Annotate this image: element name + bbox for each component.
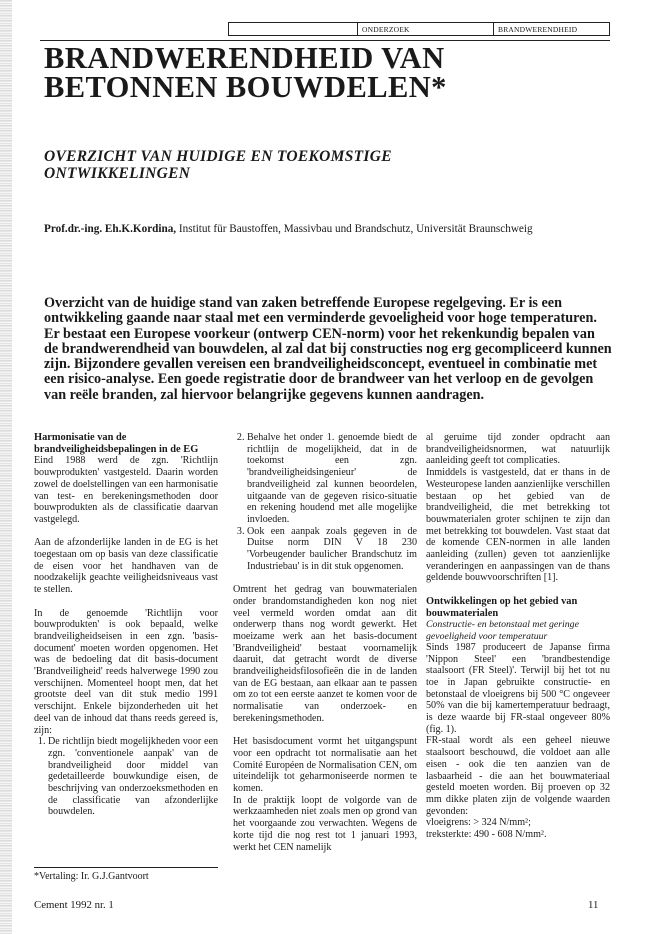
subsection-heading: Constructie- en betonstaal met geringe gevoeligheid voor temperatuur — [426, 619, 579, 642]
tensile-strength-value: treksterkte: 490 - 608 N/mm². — [426, 829, 547, 841]
title-line-1: BRANDWERENDHEID VAN — [44, 41, 445, 75]
column-3 — [426, 432, 610, 841]
yield-strength-value: vloeigrens: > 324 N/mm²; — [426, 817, 531, 829]
article-title — [44, 41, 614, 104]
translation-footnote: *Vertaling: Ir. G.J.Gantvoort — [34, 871, 149, 882]
paragraph: In de praktijk loopt de volgorde van de werkzaamheden niet zoals men op grond van het voorgaande zou verwachten. Wegens de korte tijd die nog rest tot 1 januari 1993, werkt het CEN namelijk — [233, 794, 417, 853]
journal-issue: Cement 1992 nr. 1 — [34, 899, 114, 911]
column-1 — [34, 432, 218, 818]
article-subtitle — [44, 148, 604, 182]
title-line-2: BETONNEN BOUWDELEN* — [44, 70, 447, 104]
scan-edge — [0, 0, 12, 934]
running-header — [228, 22, 610, 36]
list-item: 2. Behalve het onder 1. genoemde biedt de richtlijn de mogelijkheid, dat in de toekomst een zgn. 'brandveiligheidsingenieur' de brandveiligheid zal kunnen beoordelen, uitgaande van de gegeven risico-situatie en rekening houdend met alle mogelijke invloeden. — [247, 432, 417, 526]
paragraph: FR-staal wordt als een geheel nieuwe staalsoort beschouwd, die voldoet aan alle eisen - ook die ten aanzien van de lasbaarheid - die aan het bouwmateriaal gesteld moeten worden. Bij proeven op 32 mm dikke platen zijn de volgende waarden gevonden: — [426, 735, 610, 817]
paragraph: Sinds 1987 produceert de Japanse firma 'Nippon Steel' een 'brandbestendige staalsoort (FR Steel)'. Terwijl bij het tot nu toe in Japan gebruikte constructie- en betonstaal de vloeigrens bij 500 °C ongeveer 50% van die bij kamertemperatuur bedraagt, is deze waarde bij FR-staal ongeveer 80% (fig. 1). — [426, 641, 610, 735]
list-item: 3. Ook een aanpak zoals gegeven in de Duitse norm DIN V 18 230 'Vorbeugender baulicher Brandschutz im Industriebau' is in dit stuk opgenomen. — [247, 526, 417, 573]
paragraph: Aan de afzonderlijke landen in de EG is het toegestaan om op basis van deze classificatie de eisen voor het handhaven van de noodzakelijk geachte veiligheidsniveaus vast te stellen. — [34, 537, 218, 596]
section-heading-bouwmaterialen: Ontwikkelingen op het gebied van bouwmaterialen — [426, 595, 578, 619]
paragraph: al geruime tijd zonder opdracht aan brandveiligheidsnormen, wat natuurlijk aanleiding geeft tot complicaties. — [426, 432, 610, 467]
byline — [44, 222, 614, 236]
list-item: 1. De richtlijn biedt mogelijkheden voor een zgn. 'conventionele aanpak' van de brandveiligheid door middel van gedetailleerde bouwkundige eisen, de beschrijving van onderzoeksmethoden en de classificatie van afzonderlijke bouwdelen. — [48, 736, 218, 818]
paragraph: Eind 1988 werd de zgn. 'Richtlijn bouwprodukten' vastgesteld. Daarin worden zowel de doelstellingen van een harmonisatie van test- en berekeningsmethoden door bouwprodukten als de classificatie daarvan vastgelegd. — [34, 455, 218, 525]
numbered-list — [233, 432, 417, 572]
paragraph: Inmiddels is vastgesteld, dat er thans in de Westeuropese landen aanzienlijke verschillen bestaan op het gebied van de brandveiligheid, die met betrekking tot bouwmaterialen groter schijnen te zijn dan met betrekking tot bouwdelen. Vast staat dat de komende CEN-normen in alle landen aanleiding (zullen) geven tot aanzienlijke veranderingen en aanpassingen van de thans geldende bouwvoorschriften [1]. — [426, 467, 610, 584]
paragraph: Omtrent het gedrag van bouwmaterialen onder brandomstandigheden kon nog niet veel vermeld worden omdat aan dit onderwerp thans nog wordt gewerkt. Het moeizame werk aan het basis-document 'Brandveiligheid' bestaat voornamelijk daaruit, dat getracht wordt de diverse brandveiligheidsfilosofieën die in de landen van de EG bestaan, aan elkaar aan te passen om zo tot een eerste aanzet te komen voor de normalisatie van onderzoek- en berekeningsmethoden. — [233, 584, 417, 724]
header-empty-cell — [229, 23, 358, 35]
numbered-list — [34, 736, 218, 818]
subtitle-line-1: OVERZICHT VAN HUIDIGE EN TOEKOMSTIGE — [44, 148, 392, 165]
author-name: Prof.dr.-ing. Eh.K.Kordina, — [44, 223, 177, 235]
paragraph: In de genoemde 'Richtlijn voor bouwprodukten' is ook bepaald, welke brandveiligheidseisen in een zgn. 'basis-document' moeten worden opgenomen. Het was de bedoeling dat dit basis-document 'Brandveiligheid' reeds halverwege 1990 zou verschijnen. Momenteel hoopt men, dat het grootste deel van dit stuk medio 1991 verschijnt. Enkele bijzonderheden uit het deel van de inhoud dat thans reeds gereed is, zijn: — [34, 607, 218, 736]
page-number: 11 — [588, 899, 599, 911]
header-topic: BRANDWERENDHEID — [498, 25, 578, 34]
column-2 — [233, 432, 417, 853]
author-affiliation: Institut für Baustoffen, Massivbau und Brandschutz, Universität Braunschweig — [176, 223, 533, 235]
header-section: ONDERZOEK — [358, 23, 494, 35]
footnote-rule — [34, 867, 218, 868]
paragraph: Het basisdocument vormt het uitgangspunt voor een opdracht tot normalisatie aan het Comité Européen de Normalisation CEN, om uiteindelijk tot geharmoniseerde normen te komen. — [233, 736, 417, 795]
subtitle-line-2: ONTWIKKELINGEN — [44, 165, 191, 182]
intro-paragraph: Overzicht van de huidige stand van zaken betreffende Europese regelgeving. Er is een ontwikkeling gaande naar staal met een verminderde gevoeligheid voor hoge temperaturen. Er bestaat een Europese voorkeur (ontwerp CEN-norm) voor het rekenkundig bepalen van de brandwerendheid van bouwdelen, al zal dat bij constructies nog erg gecompliceerd kunnen zijn. Bijzondere gevallen vereisen een brandveiligheidsconcept, eventueel in combinatie met een risico-analyse. Een goede registratie door de brandweer van het verloop en de gevolgen van reële branden, zal hiervoor belangrijke gegevens kunnen aandragen. — [44, 295, 612, 403]
section-heading-harmonisatie: Harmonisatie van de brandveiligheidsbepalingen in de EG — [34, 432, 199, 455]
